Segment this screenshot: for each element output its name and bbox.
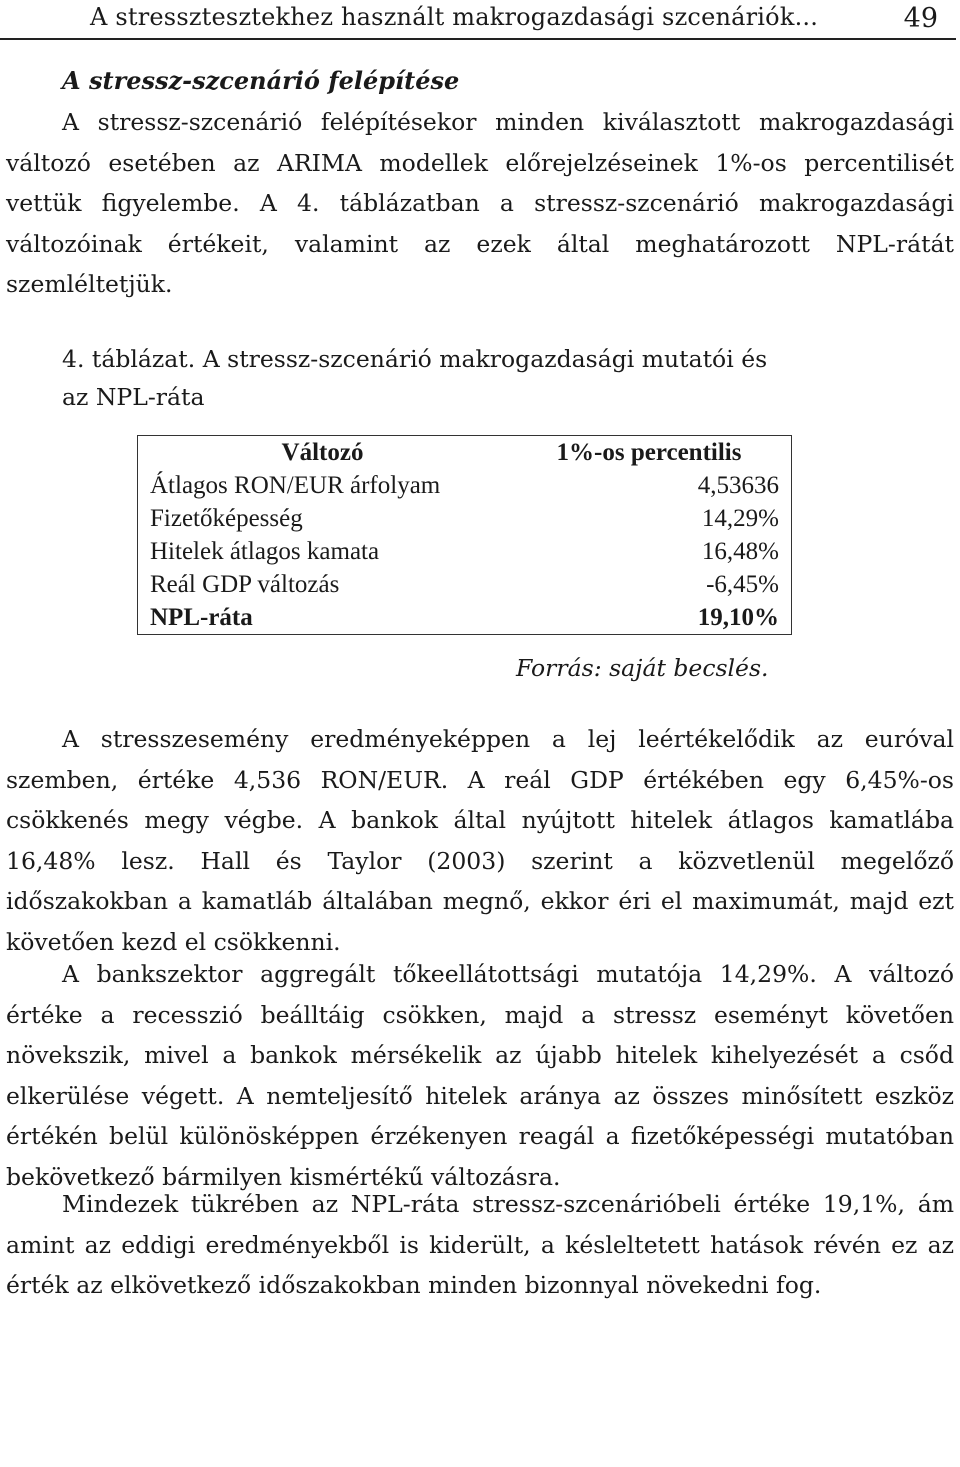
row-label: Fizetőképesség (150, 505, 303, 532)
table-caption (62, 340, 862, 416)
paragraph-capital: A bankszektor aggregált tőkeellátottsági mutatója 14,29%. A változó értéke a recesszió beálltáig csökken, majd a stressz eseményt követően növekszik, mivel a bankok mérsékelik az újabb hitelek kihelyezését a csőd elkerülése végett. A nemteljesítő hitelek aránya az összes minősített eszköz értékén belül különösképpen érzékenyen reagál a fizetőképességi mutatóban bekövetkező bármilyen kismértékű változásra. (6, 960, 954, 1191)
table-row-npl (138, 601, 792, 635)
table-header-row (138, 436, 792, 470)
row-value: 14,29% (701, 505, 779, 532)
table-row (138, 469, 792, 502)
running-title: A stressztesztekhez használt makrogazdasági szcenáriók... (90, 3, 819, 31)
column-header-variable: Változó (281, 439, 364, 466)
page-header (0, 0, 956, 40)
column-header-percentile: 1%-os percentilis (556, 439, 742, 466)
row-value: 16,48% (701, 538, 779, 565)
table-caption-line1: 4. táblázat. A stressz-szcenárió makrogazdasági mutatói és (62, 345, 768, 373)
row-value: 19,10% (697, 604, 779, 631)
paragraph-intro: A stressz-szcenárió felépítésekor minden kiválasztott makrogazdasági változó esetében az ARIMA modellek előrejelzéseinek 1%-os percentilisét vettük figyelembe. A 4. táblázatban a stressz-szcenárió makrogazdasági változóinak értékeit, valamint az ezek által meghatározott NPL-rátát szemléltetjük. (6, 108, 954, 298)
row-label: NPL-ráta (150, 604, 253, 631)
row-label: Hitelek átlagos kamata (150, 538, 380, 565)
row-value: 4,53636 (697, 472, 779, 499)
section-title: A stressz-szcenárió felépítése (62, 66, 460, 95)
row-value: -6,45% (706, 571, 779, 598)
table-row (138, 502, 792, 535)
source-note: Forrás: saját becslés. (516, 654, 769, 682)
page-number: 49 (903, 3, 938, 34)
scenario-table (137, 435, 792, 635)
table-row (138, 535, 792, 568)
row-label: Reál GDP változás (150, 571, 340, 598)
table-caption-line2: az NPL-ráta (62, 383, 205, 411)
paragraph-conclusion: Mindezek tükrében az NPL-ráta stressz-szcenárióbeli értéke 19,1%, ám amint az eddigi eredményekből is kiderült, a késleltetett hatások révén ez az érték az elkövetkező időszakokban minden bizonnyal növekedni fog. (6, 1190, 954, 1299)
table-source (0, 650, 956, 686)
paragraph-results: A stresszesemény eredményeképpen a lej leértékelődik az euróval szemben, értéke 4,536 RON/EUR. A reál GDP értékében egy 6,45%-os csökkenés megy végbe. A bankok által nyújtott hitelek átlagos kamatlába 16,48% lesz. Hall és Taylor (2003) szerint a közvetlenül megelőző időszakokban a kamatláb általában megnő, ekkor éri el maximumát, majd ezt követően kezd el csökkenni. (6, 725, 954, 956)
table-row (138, 568, 792, 601)
row-label: Átlagos RON/EUR árfolyam (150, 472, 441, 499)
